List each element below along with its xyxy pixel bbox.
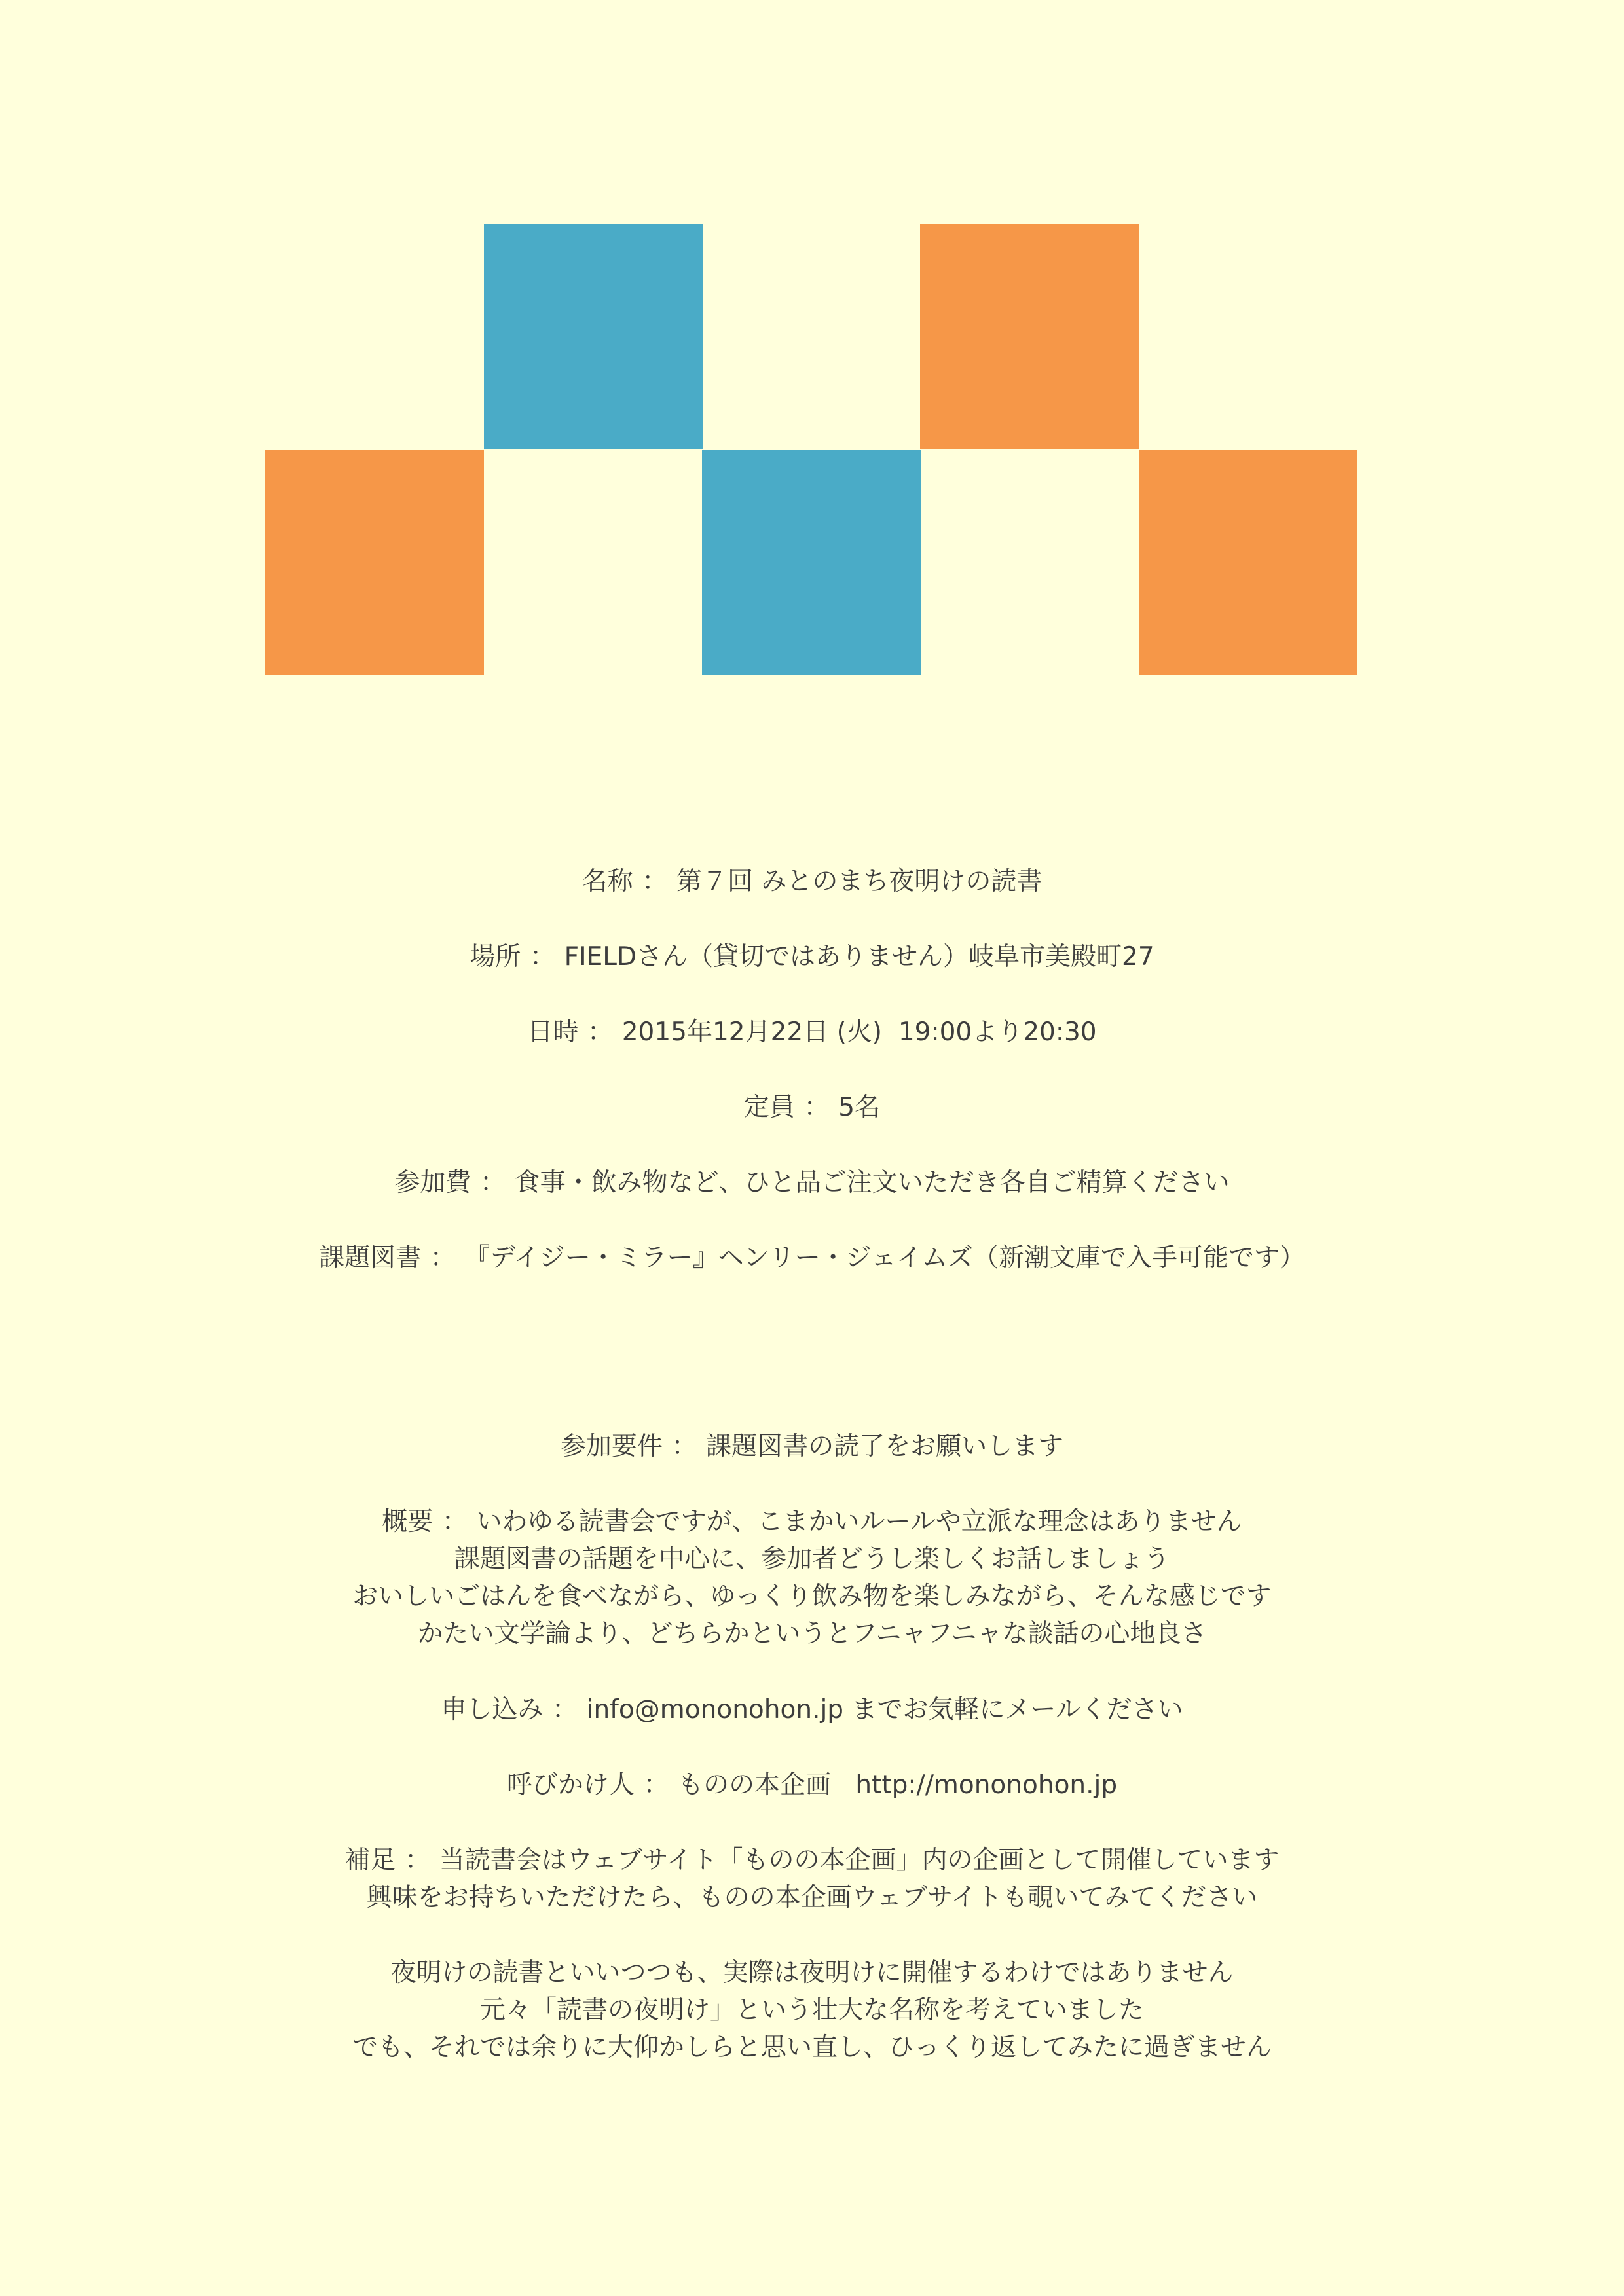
info-organizer <box>0 1769 1624 1802</box>
info-datetime-label: 日時 <box>527 1017 579 1047</box>
info-note-line-3: 夜明けの読書といいつつも、実際は夜明けに開催するわけではありません <box>390 1958 1234 1988</box>
info-note-line <box>0 1994 1624 2027</box>
info-overview-label: 概要 <box>382 1507 434 1537</box>
info-overview-line <box>0 1580 1624 1613</box>
separator: ： <box>441 1507 468 1537</box>
info-name-value: 第７回 みとのまち夜明けの読書 <box>676 867 1043 896</box>
info-datetime <box>0 1016 1624 1049</box>
info-requirement-value: 課題図書の読了をお願いします <box>706 1432 1064 1461</box>
info-apply-value: info@mononohon.jp までお気軽にメールください <box>586 1695 1183 1724</box>
info-place-value: FIELDさん（貸切ではありません）岐阜市美殿町27 <box>564 942 1154 972</box>
info-capacity <box>0 1091 1624 1124</box>
info-apply <box>0 1694 1624 1726</box>
separator: ： <box>551 1695 578 1724</box>
info-overview-line-2: 課題図書の話題を中心に、参加者どうし楽しくお話しましょう <box>454 1544 1170 1574</box>
separator: ： <box>642 867 668 896</box>
separator: ： <box>803 1093 830 1122</box>
info-requirement <box>0 1430 1624 1463</box>
info-place-label: 場所 <box>470 942 521 972</box>
info-capacity-value: 5名 <box>838 1093 881 1122</box>
info-fee <box>0 1167 1624 1199</box>
info-book <box>0 1242 1624 1275</box>
separator: ： <box>479 1168 506 1197</box>
info-overview-line-4: かたい文学論より、どちらかというとフニャフニャな談話の心地良さ <box>417 1619 1207 1649</box>
info-overview-line-3: おいしいごはんを食べながら、ゆっくり飲み物を楽しみながら、そんな感じです <box>352 1582 1272 1611</box>
info-name-label: 名称 <box>581 867 633 896</box>
info-book-value: 『デイジー・ミラー』ヘンリー・ジェイムズ（新潮文庫で入手可能です） <box>464 1243 1305 1273</box>
info-note-line <box>0 2032 1624 2064</box>
logo-square-orange-top <box>920 224 1139 449</box>
logo-square-blue-top <box>484 224 703 449</box>
info-note-line-5: でも、それでは余りに大仰かしらと思い直し、ひっくり返してみたに過ぎません <box>352 2033 1272 2062</box>
logo-square-blue-middle <box>702 450 921 675</box>
info-note-line-4: 元々「読書の夜明け」という壮大な名称を考えていました <box>479 1995 1144 2025</box>
info-place <box>0 941 1624 974</box>
info-name <box>0 866 1624 898</box>
info-note-line <box>0 1882 1624 1914</box>
info-capacity-label: 定員 <box>743 1093 795 1122</box>
info-overview-line <box>0 1618 1624 1650</box>
separator: ： <box>587 1017 614 1047</box>
info-book-label: 課題図書 <box>319 1243 422 1273</box>
logo-square-orange-left <box>265 450 484 675</box>
info-fee-label: 参加費 <box>394 1168 471 1197</box>
info-datetime-value: 2015年12月22日 (火) 19:00より20:30 <box>621 1017 1097 1047</box>
info-overview-line <box>0 1543 1624 1576</box>
info-overview <box>0 1506 1624 1539</box>
separator: ： <box>671 1432 697 1461</box>
info-requirement-label: 参加要件 <box>560 1432 663 1461</box>
info-note <box>0 1844 1624 1877</box>
info-apply-label: 申し込み <box>441 1695 544 1724</box>
separator: ： <box>405 1846 431 1875</box>
separator: ： <box>643 1770 669 1800</box>
info-note-line <box>0 1957 1624 1990</box>
info-organizer-label: 呼びかけ人 <box>506 1770 635 1800</box>
info-note-line-1: 当読書会はウェブサイト「ものの本企画」内の企画として開催しています <box>439 1846 1280 1875</box>
info-fee-value: 食事・飲み物など、ひと品ご注文いただき各自ご精算ください <box>514 1168 1230 1197</box>
info-overview-line-1: いわゆる読書会ですが、こまかいルールや立派な理念はありません <box>476 1507 1242 1537</box>
info-note-line-2: 興味をお持ちいただけたら、ものの本企画ウェブサイトも覗いてみてください <box>366 1883 1258 1912</box>
separator: ： <box>530 942 556 972</box>
info-note-label: 補足 <box>344 1846 396 1875</box>
info-organizer-value: ものの本企画 http://mononohon.jp <box>678 1770 1118 1800</box>
logo-square-orange-right <box>1139 450 1357 675</box>
separator: ： <box>430 1243 456 1273</box>
